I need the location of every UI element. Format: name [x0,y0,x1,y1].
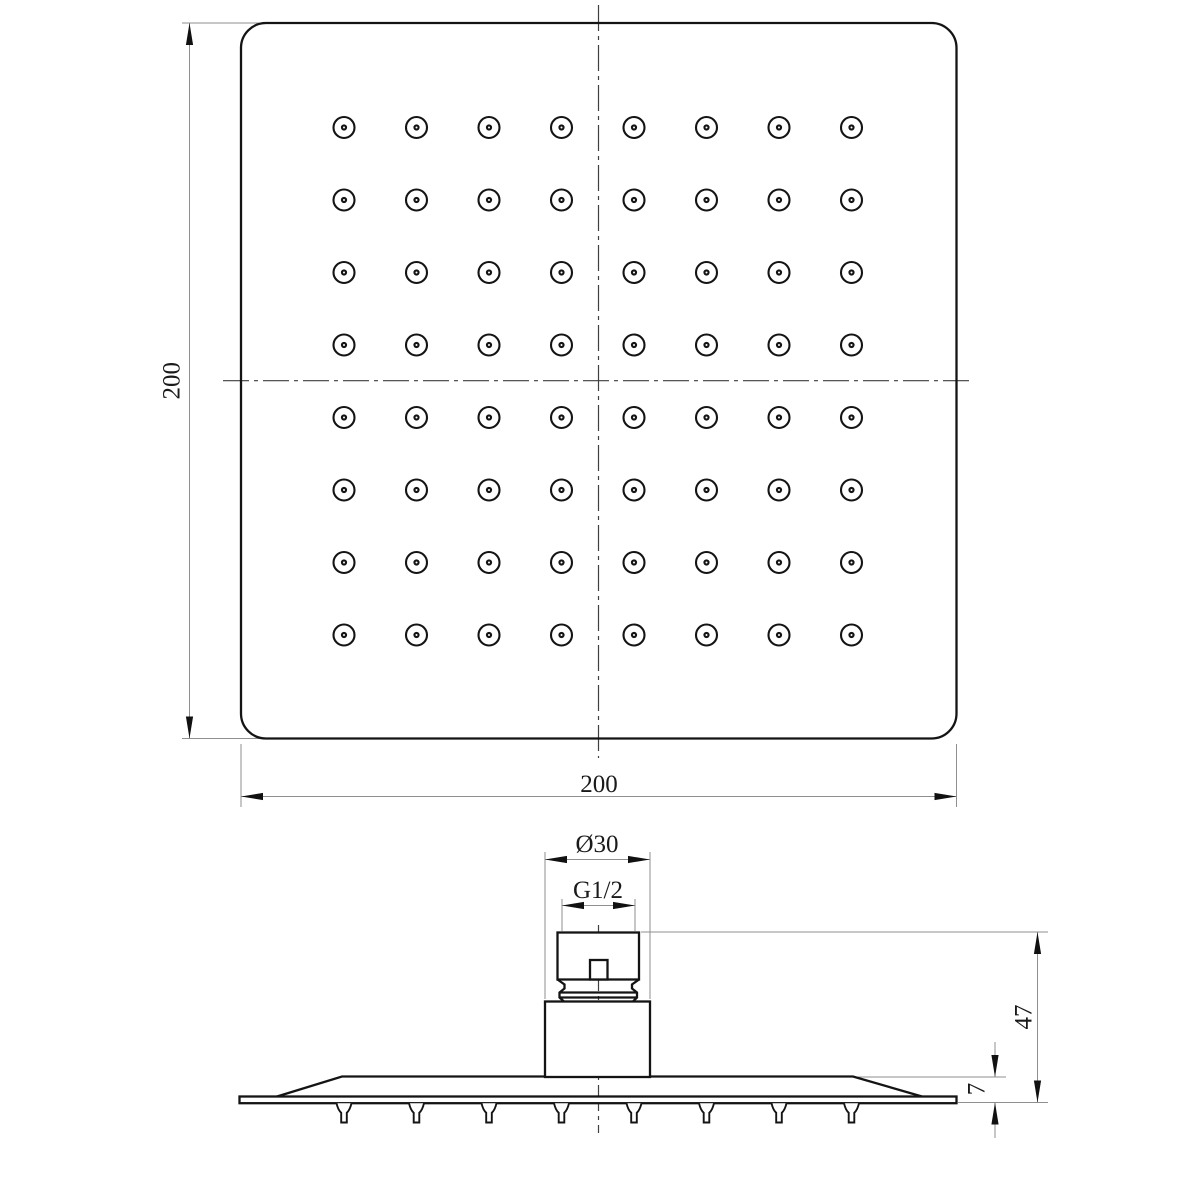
nozzle-pin-hole [416,489,418,491]
nozzle-pin-hole [778,344,780,346]
nozzle-pin-hole [561,634,563,636]
nozzle-pin-hole [706,562,708,564]
connector-base [545,1002,650,1078]
nozzle-pin-hole [561,344,563,346]
nozzle-pin-hole [851,127,853,129]
nozzle-pin-hole [706,489,708,491]
nozzle-pin-hole [633,199,635,201]
nozzle-pin-hole [488,127,490,129]
nozzle-pin-hole [488,634,490,636]
nozzle-pin-hole [416,634,418,636]
nozzle-pin-hole [851,199,853,201]
nozzle-pin-hole [488,199,490,201]
dim-label-height-group [159,362,186,400]
side-nozzle-bump [699,1103,714,1122]
nozzle-pin-hole [633,562,635,564]
nozzle-pin-hole [416,562,418,564]
side-view [240,831,1049,1138]
nozzle-pin-hole [343,344,345,346]
nozzle-pin-hole [706,417,708,419]
nozzle-pin-hole [778,417,780,419]
nozzle-pin-hole [488,562,490,564]
nozzle-pin-hole [851,562,853,564]
dim-label-7-group [964,1083,991,1096]
side-nozzle-bump [482,1103,497,1122]
nozzle-pin-hole [561,562,563,564]
nozzle-pin-hole [416,272,418,274]
side-nozzle-row [337,1103,860,1122]
side-nozzle-bump [554,1103,569,1122]
nozzle-pin-hole [851,634,853,636]
dim-label-height: 200 [158,361,186,400]
nozzle-pin-hole [343,489,345,491]
top-view [159,5,974,807]
nozzle-pin-hole [416,127,418,129]
side-nozzle-bump [337,1103,352,1122]
nozzle-pin-hole [416,417,418,419]
nozzle-pin-hole [343,417,345,419]
nozzle-pin-hole [778,489,780,491]
side-nozzle-bump [627,1103,642,1122]
dim-label-47-group [1011,1005,1038,1030]
nozzle-pin-hole [343,127,345,129]
nozzle-pin-hole [561,199,563,201]
nozzle-pin-hole [633,489,635,491]
nozzle-pin-hole [633,634,635,636]
dim-label-thread: G1/2 [573,877,623,904]
side-nozzle-bump [409,1103,424,1122]
nozzle-pin-hole [706,199,708,201]
nozzle-pin-hole [416,344,418,346]
nozzle-pin-hole [416,199,418,201]
nozzle-pin-hole [778,199,780,201]
nozzle-pin-hole [778,634,780,636]
head-top-cover [277,1077,922,1097]
nozzle-pin-hole [633,127,635,129]
nozzle-pin-hole [488,272,490,274]
nozzle-pin-hole [488,417,490,419]
dim-label-plate-thickness: 7 [963,1082,991,1096]
nozzle-pin-hole [778,562,780,564]
nozzle-pin-hole [561,417,563,419]
side-nozzle-bump [772,1103,787,1122]
head-face-plate [240,1097,957,1104]
nozzle-pin-hole [633,272,635,274]
nozzle-pin-hole [561,127,563,129]
nozzle-pin-hole [851,272,853,274]
nozzle-pin-hole [778,272,780,274]
dim-label-width: 200 [580,771,618,798]
nozzle-pin-hole [561,489,563,491]
nozzle-pin-hole [488,489,490,491]
nozzle-pin-hole [343,272,345,274]
nozzle-pin-hole [633,417,635,419]
dim-label-overall-height: 47 [1010,1004,1038,1030]
nozzle-pin-hole [343,199,345,201]
nozzle-pin-hole [343,634,345,636]
side-nozzle-bump [844,1103,859,1122]
nozzle-pin-hole [706,272,708,274]
nozzle-pin-hole [851,417,853,419]
dim-label-dia30: Ø30 [575,831,619,858]
nozzle-pin-hole [633,344,635,346]
nozzle-pin-hole [851,344,853,346]
nozzle-pin-hole [706,634,708,636]
inlet-notch [590,960,608,980]
nozzle-pin-hole [851,489,853,491]
nozzle-pin-hole [343,562,345,564]
nozzle-pin-hole [706,127,708,129]
nozzle-pin-hole [561,272,563,274]
nozzle-pin-hole [706,344,708,346]
nozzle-pin-hole [488,344,490,346]
nozzle-pin-hole [778,127,780,129]
